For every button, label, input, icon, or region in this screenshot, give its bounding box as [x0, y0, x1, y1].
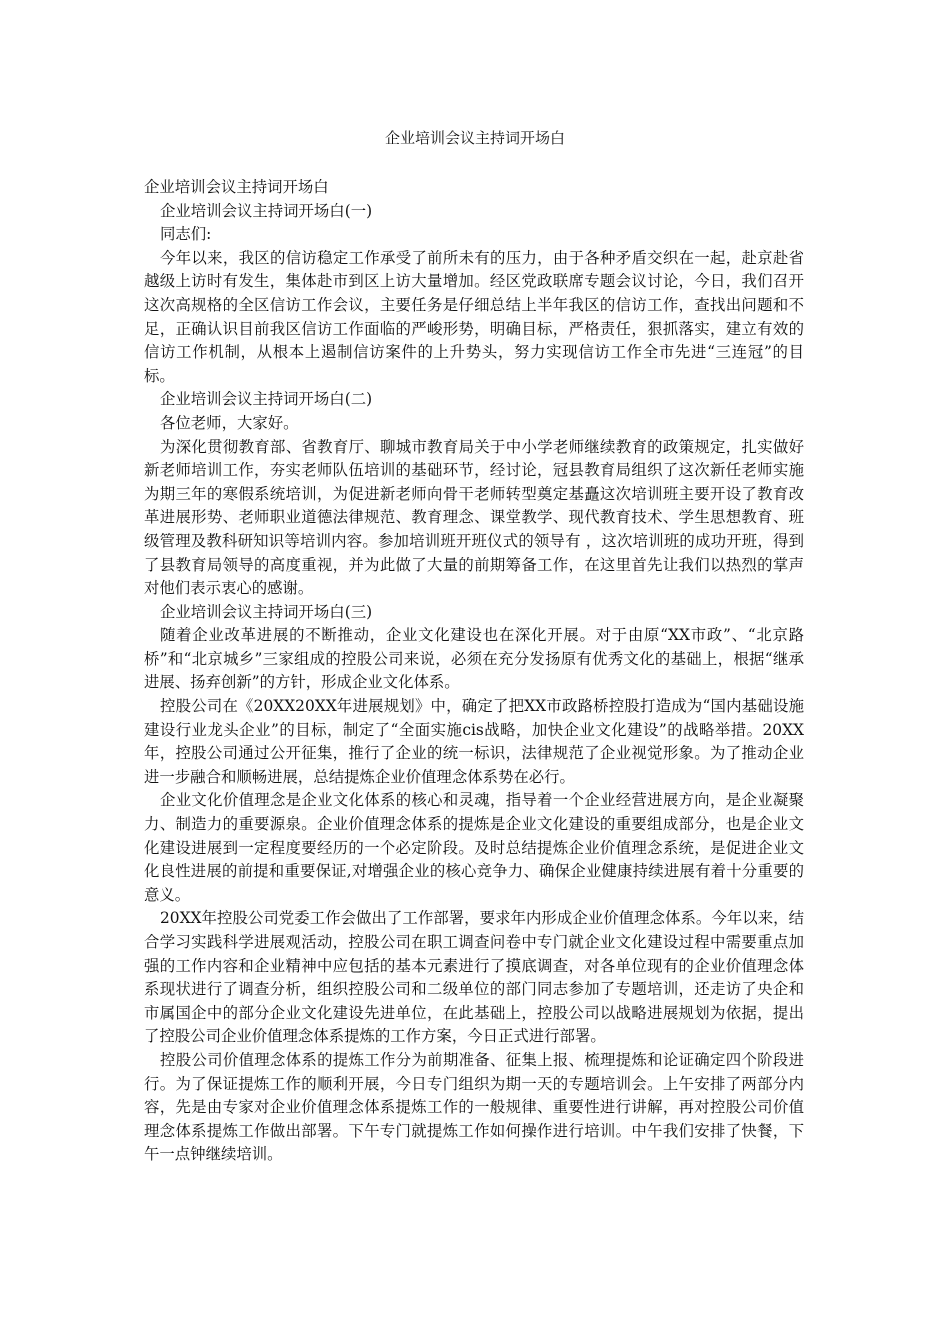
salutation-2: 各位老师，大家好。 — [160, 413, 299, 432]
salutation-1: 同志们: — [160, 225, 212, 244]
body-heading: 企业培训会议主持词开场白 — [144, 178, 329, 196]
paragraph: 为深化贯彻教育部、省教育厅、聊城市教育局关于中小学老师继续教育的政策规定，扎实做好新老师培训工作，夯实老师队伍培训的基础环节，经讨论，冠县教育局组织了这次新任老师实施为期三年的寒假系统培训，为促进新老师向骨干老师转型奠定基矗这次培训班主要开设了教育改革进展形势、老师职业道德法律规范、教育理念、课堂教学、现代教育技术、学生思想教育、班级管理及教科研知识等培训内容。参加培训班开班仪式的领导有 ，这次培训班的成功开班，得到了县教育局领导的高度重视，并为此做了大量的前期筹备工作，在这里首先让我们以热烈的掌声对他们表示衷心的感谢。 — [144, 437, 804, 598]
paragraph: 企业文化价值理念是企业文化体系的核心和灵魂，指导着一个企业经营进展方向，是企业凝聚力、制造力的重要源泉。企业价值理念体系的提炼是企业文化建设的重要组成部分，也是企业文化建设进展到一定程度要经历的一个必定阶段。及时总结提炼企业价值理念系统，是促进企业文化良性进展的前提和重要保证,对增强企业的核心竞争力、确保企业健康持续进展有着十分重要的意义。 — [144, 791, 804, 904]
paragraph: 控股公司价值理念体系的提炼工作分为前期准备、征集上报、梳理提炼和论证确定四个阶段进行。为了保证提炼工作的顺利开展，今日专门组织为期一天的专题培训会。上午安排了两部分内容，先是由专家对企业价值理念体系提炼工作的一般规律、重要性进行讲解，再对控股公司价值理念体系提炼工作做出部署。下午专门就提炼工作如何操作进行培训。中午我们安排了快餐，下午一点钟继续培训。 — [144, 1050, 804, 1164]
paragraph: 今年以来，我区的信访稳定工作承受了前所未有的压力，由于各种矛盾交织在一起，赴京赴省越级上访时有发生，集体赴市到区上访大量增加。经区党政联席专题会议讨论，今日，我们召开这次高规格的全区信访工作会议，主要任务是仔细总结上半年我区的信访工作，查找出问题和不足，正确认识目前我区信访工作面临的严峻形势，明确目标，严格责任，狠抓落实，建立有效的信访工作机制，从根本上遏制信访案件的上升势头，努力实现信访工作全市先进“三连冠”的目标。 — [144, 248, 804, 385]
section-heading-2: 企业培训会议主持词开场白(二) — [160, 390, 373, 409]
section-heading-3: 企业培训会议主持词开场白(三) — [160, 602, 373, 621]
paragraph: 随着企业改革进展的不断推动，企业文化建设也在深化开展。对于由原“XX市政”、“北京路桥”和“北京城乡”三家组成的控股公司来说，必须在充分发扬原有优秀文化的基础上，根据“继承进展、扬弃创新”的方针，形成企业文化体系。 — [144, 626, 804, 692]
document-body — [144, 176, 804, 1167]
section-heading-1: 企业培训会议主持词开场白(一) — [160, 201, 373, 220]
paragraph: 20XX年控股公司党委工作会做出了工作部署，要求年内形成企业价值理念体系。今年以来，结合学习实践科学进展观活动，控股公司在职工调查问卷中专门就企业文化建设过程中需要重点加强的工作内容和企业精神中应包括的基本元素进行了摸底调查，对各单位现有的企业价值理念体系现状进行了调查分析，组织控股公司和二级单位的部门同志参加了专题培训，还走访了央企和市属国企中的部分企业文化建设先进单位，在此基础上，控股公司以战略进展规划为依据，提出了控股公司企业价值理念体系提炼的工作方案，今日正式进行部署。 — [144, 909, 804, 1046]
document-title: 企业培训会议主持词开场白 — [384, 129, 565, 147]
paragraph: 控股公司在《20XX20XX年进展规划》中，确定了把XX市政路桥控股打造成为“国内基础设施建设行业龙头企业”的目标，制定了“全面实施cis战略，加快企业文化建设”的战略举措。20XX年，控股公司通过公开征集，推行了企业的统一标识，法律规范了企业视觉形象。为了推动企业进一步融合和顺畅进展，总结提炼企业价值理念体系势在必行。 — [144, 697, 804, 786]
